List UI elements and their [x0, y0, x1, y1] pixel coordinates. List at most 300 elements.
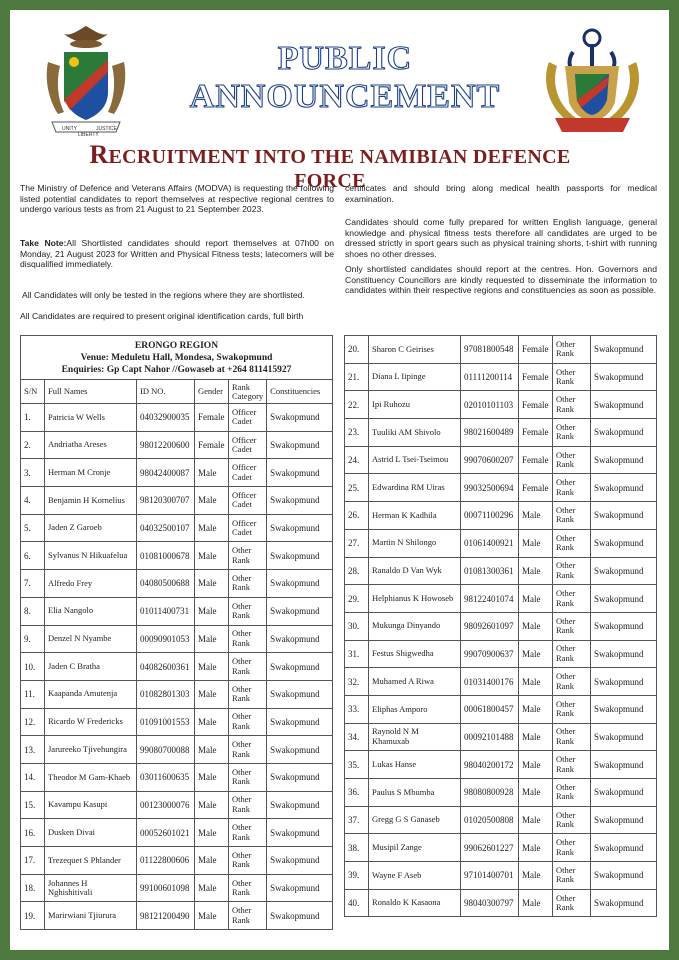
table-cell: Patricia W Wells [45, 404, 137, 432]
table-row [345, 585, 657, 613]
table-cell: Diana L Iipinge [369, 363, 461, 391]
table-row [21, 874, 333, 902]
table-cell: 03011600635 [137, 763, 195, 791]
table-row [21, 902, 333, 930]
table-cell: Eliphas Amporo [369, 695, 461, 723]
table-row [21, 404, 333, 432]
table-cell: 27. [345, 529, 369, 557]
table-row [21, 680, 333, 708]
table-row [345, 363, 657, 391]
table-row [345, 668, 657, 696]
table-cell: Swakopmund [267, 542, 333, 570]
table-row [345, 612, 657, 640]
table-cell: Swakopmund [267, 625, 333, 653]
table-cell: Male [519, 834, 553, 862]
table-cell: 9. [21, 625, 45, 653]
table-row [21, 597, 333, 625]
table-cell: Jaden C Bratha [45, 653, 137, 681]
table-row [345, 391, 657, 419]
table-cell: 98092601097 [461, 612, 519, 640]
table-cell: 98040300797 [461, 889, 519, 917]
table-cell: Male [519, 640, 553, 668]
table-cell: Other Rank [553, 640, 591, 668]
table-cell: Swakopmund [267, 763, 333, 791]
region-enquiries: Enquiries: Gp Capt Nahor //Gowaseb at +264 811415927 [61, 364, 292, 375]
intro-paragraph-4: All Candidates are required to present original identification cards, full birth [20, 311, 304, 321]
table-row [345, 834, 657, 862]
table-cell: Mukunga Dinyando [369, 612, 461, 640]
table-cell: Male [195, 597, 229, 625]
table-row [345, 779, 657, 807]
table-cell: Other Rank [553, 695, 591, 723]
table-cell: Ranaldo D Van Wyk [369, 557, 461, 585]
table-cell: Other Rank [553, 889, 591, 917]
table-cell: Other Rank [553, 336, 591, 364]
column-header: ID NO. [137, 380, 195, 404]
column-header: Constituencies [267, 380, 333, 404]
table-cell: 00092101488 [461, 723, 519, 751]
table-cell: Other Rank [229, 736, 267, 764]
table-cell: 01091001553 [137, 708, 195, 736]
region-header [21, 336, 333, 380]
table-cell: Swakopmund [267, 514, 333, 542]
table-cell: Swakopmund [591, 723, 657, 751]
defence-force-emblem-icon [535, 22, 650, 140]
take-note-text: All Shortlisted candidates should report themselves at 07h00 on Monday, 21 August 2023 for Written and Physical Fitness tests; latecomers will be disqualified immediately. [20, 238, 335, 270]
table-cell: Swakopmund [267, 902, 333, 930]
table-cell: 38. [345, 834, 369, 862]
table-cell: Male [519, 585, 553, 613]
table-cell: 00052601021 [137, 819, 195, 847]
table-cell: 30. [345, 612, 369, 640]
table-cell: 01061400921 [461, 529, 519, 557]
table-row [21, 431, 333, 459]
column-header: S/N [21, 380, 45, 404]
page-title: PUBLIC ANNOUNCEMENT [189, 40, 501, 115]
table-cell: Sharon C Geirises [369, 336, 461, 364]
table-cell: Swakopmund [591, 889, 657, 917]
table-cell: 17. [21, 847, 45, 875]
table-cell: Gregg G S Ganaseb [369, 806, 461, 834]
table-cell: Muhamed A Riwa [369, 668, 461, 696]
table-row [21, 459, 333, 487]
table-row [21, 736, 333, 764]
table-cell: Other Rank [553, 612, 591, 640]
table-cell: Swakopmund [267, 847, 333, 875]
table-cell: Other Rank [553, 502, 591, 530]
table-row [345, 723, 657, 751]
table-row [21, 708, 333, 736]
subtitle-first-letter: R [89, 140, 109, 169]
table-cell: 2. [21, 431, 45, 459]
take-note-paragraph [20, 238, 334, 270]
table-cell: 26. [345, 502, 369, 530]
table-cell: Other Rank [553, 557, 591, 585]
table-cell: Swakopmund [267, 708, 333, 736]
table-cell: 01111200114 [461, 363, 519, 391]
table-cell: Male [519, 779, 553, 807]
intro-paragraph-1: The Ministry of Defence and Veterans Affairs (MODVA) is requesting the following listed potential candidates to report themselves at respective regional centres to undergo various tests as from 21 August to 21 September 2023. [20, 183, 334, 215]
table-cell: Swakopmund [591, 446, 657, 474]
table-cell: 02010101103 [461, 391, 519, 419]
table-cell: 01082801303 [137, 680, 195, 708]
table-cell: Male [195, 763, 229, 791]
table-cell: Swakopmund [591, 668, 657, 696]
table-cell: Male [195, 791, 229, 819]
table-cell: 99032500694 [461, 474, 519, 502]
table-cell: 19. [21, 902, 45, 930]
region-venue: Venue: Meduletu Hall, Mondesa, Swakopmund [80, 352, 273, 363]
table-cell: 34. [345, 723, 369, 751]
table-cell: Male [519, 557, 553, 585]
table-cell: Other Rank [229, 542, 267, 570]
table-cell: Swakopmund [591, 585, 657, 613]
table-row [21, 791, 333, 819]
table-cell: Swakopmund [591, 336, 657, 364]
table-cell: Male [195, 874, 229, 902]
table-cell: 10. [21, 653, 45, 681]
table-row [21, 570, 333, 598]
table-row [21, 653, 333, 681]
table-cell: 01011400731 [137, 597, 195, 625]
table-row [345, 889, 657, 917]
table-cell: 20. [345, 336, 369, 364]
table-cell: Female [195, 404, 229, 432]
table-cell: Other Rank [229, 847, 267, 875]
table-cell: 98120300707 [137, 487, 195, 515]
table-cell: 6. [21, 542, 45, 570]
table-cell: Male [519, 889, 553, 917]
table-cell: Other Rank [553, 474, 591, 502]
table-cell: 23. [345, 419, 369, 447]
table-cell: Swakopmund [591, 502, 657, 530]
table-cell: Swakopmund [591, 695, 657, 723]
table-cell: Female [519, 336, 553, 364]
table-row [21, 847, 333, 875]
table-cell: Male [519, 723, 553, 751]
column-header: Full Names [45, 380, 137, 404]
table-cell: Helphianus K Howoseb [369, 585, 461, 613]
table-cell: Swakopmund [267, 487, 333, 515]
table-cell: Ipi Ruhozu [369, 391, 461, 419]
table-cell: Other Rank [229, 763, 267, 791]
table-cell: 11. [21, 680, 45, 708]
table-cell: 00090901053 [137, 625, 195, 653]
table-row [345, 806, 657, 834]
table-cell: 99070900637 [461, 640, 519, 668]
table-cell: 25. [345, 474, 369, 502]
table-row [345, 446, 657, 474]
table-cell: 4. [21, 487, 45, 515]
table-cell: Swakopmund [267, 597, 333, 625]
table-cell: Paulus S Mbumba [369, 779, 461, 807]
table-cell: 00061800457 [461, 695, 519, 723]
table-cell: Female [519, 446, 553, 474]
table-cell: Jaden Z Garoeb [45, 514, 137, 542]
table-cell: Other Rank [553, 419, 591, 447]
table-cell: Swakopmund [591, 419, 657, 447]
table-cell: Astrid L Tsei-Tseimou [369, 446, 461, 474]
table-cell: Swakopmund [267, 431, 333, 459]
column-header-row [21, 380, 333, 404]
table-cell: Other Rank [229, 597, 267, 625]
table-cell: 32. [345, 668, 369, 696]
table-cell: 98012200600 [137, 431, 195, 459]
table-cell: Other Rank [553, 391, 591, 419]
table-cell: Female [195, 431, 229, 459]
table-cell: Male [195, 680, 229, 708]
table-row [21, 542, 333, 570]
table-cell: Female [519, 474, 553, 502]
table-cell: Other Rank [553, 585, 591, 613]
table-row [345, 419, 657, 447]
table-cell: Swakopmund [591, 834, 657, 862]
table-cell: Swakopmund [591, 862, 657, 890]
table-cell: Swakopmund [591, 474, 657, 502]
table-cell: Swakopmund [591, 363, 657, 391]
table-cell: 99070600207 [461, 446, 519, 474]
table-cell: Swakopmund [267, 570, 333, 598]
table-cell: Denzel N Nyambe [45, 625, 137, 653]
table-cell: Swakopmund [267, 653, 333, 681]
table-cell: Swakopmund [591, 557, 657, 585]
table-cell: Male [195, 708, 229, 736]
table-cell: Other Rank [553, 779, 591, 807]
take-note-label: Take Note: [20, 238, 67, 248]
table-cell: Swakopmund [591, 391, 657, 419]
table-cell: 99100601098 [137, 874, 195, 902]
table-cell: 04032900035 [137, 404, 195, 432]
table-cell: Male [195, 487, 229, 515]
table-cell: Other Rank [229, 570, 267, 598]
table-cell: Swakopmund [591, 806, 657, 834]
table-cell: Other Rank [229, 874, 267, 902]
table-cell: Other Rank [229, 625, 267, 653]
intro-paragraph-7: Only shortlisted candidates should report at the centres. Hon. Governors and Constituency Councillors are kindly requested to disseminate the information to candidates within their respective regions and constituencies as soon as possible. [345, 264, 657, 296]
table-row [345, 336, 657, 364]
table-cell: 04032500107 [137, 514, 195, 542]
table-cell: 13. [21, 736, 45, 764]
table-cell: Male [195, 736, 229, 764]
table-cell: Festus Shigwedha [369, 640, 461, 668]
table-cell: 99062601227 [461, 834, 519, 862]
table-cell: Theodor M Gam-Khaeb [45, 763, 137, 791]
table-cell: 33. [345, 695, 369, 723]
table-cell: Male [195, 625, 229, 653]
table-cell: Male [195, 542, 229, 570]
table-cell: Other Rank [229, 791, 267, 819]
table-cell: 98042400087 [137, 459, 195, 487]
table-cell: 8. [21, 597, 45, 625]
table-cell: 39. [345, 862, 369, 890]
table-cell: 98080800928 [461, 779, 519, 807]
table-cell: 01081300361 [461, 557, 519, 585]
subtitle-text: ECRUITMENT INTO THE NAMIBIAN DEFENCE FORCE [108, 146, 571, 192]
motto-text: LIBERTY [78, 132, 99, 137]
table-cell: Swakopmund [267, 874, 333, 902]
candidates-table-left [20, 335, 333, 930]
table-cell: Other Rank [553, 834, 591, 862]
table-cell: Raynold N M Khamuxab [369, 723, 461, 751]
table-row [345, 474, 657, 502]
table-cell: Officer Cadet [229, 431, 267, 459]
table-row [345, 502, 657, 530]
table-cell: Andriatha Areses [45, 431, 137, 459]
table-cell: Musipil Zange [369, 834, 461, 862]
table-cell: 24. [345, 446, 369, 474]
motto-text: UNITY [62, 126, 77, 132]
table-cell: Other Rank [553, 723, 591, 751]
table-cell: Ronaldo K Kasaona [369, 889, 461, 917]
table-cell: Other Rank [229, 902, 267, 930]
coat-of-arms-icon [30, 22, 142, 137]
table-cell: Male [519, 751, 553, 779]
table-cell: Male [519, 529, 553, 557]
table-cell: Male [519, 806, 553, 834]
table-row [345, 751, 657, 779]
table-cell: Swakopmund [591, 529, 657, 557]
table-cell: Other Rank [229, 680, 267, 708]
table-cell: 1. [21, 404, 45, 432]
table-cell: 97081800548 [461, 336, 519, 364]
table-cell: 98122401074 [461, 585, 519, 613]
table-cell: Wayne F Aseb [369, 862, 461, 890]
table-cell: Trezequet S Phlander [45, 847, 137, 875]
table-cell: Lukas Hanse [369, 751, 461, 779]
table-row [345, 529, 657, 557]
table-cell: Female [519, 363, 553, 391]
table-cell: Benjamin H Kornelius [45, 487, 137, 515]
candidates-table-right [344, 335, 657, 917]
table-cell: Male [519, 862, 553, 890]
intro-paragraph-3: All Candidates will only be tested in the regions where they are shortlisted. [22, 290, 305, 300]
table-cell: 04082600361 [137, 653, 195, 681]
table-cell: 35. [345, 751, 369, 779]
table-cell: Marirwiani Tjiurura [45, 902, 137, 930]
table-cell: Other Rank [553, 668, 591, 696]
table-row [21, 625, 333, 653]
table-cell: 97101400701 [461, 862, 519, 890]
table-cell: Dusken Divai [45, 819, 137, 847]
table-cell: Kavampu Kasupi [45, 791, 137, 819]
table-cell: Tuuliki AM Shivolo [369, 419, 461, 447]
table-cell: Other Rank [229, 708, 267, 736]
table-cell: Herman K Kadhila [369, 502, 461, 530]
table-row [21, 763, 333, 791]
table-cell: Swakopmund [267, 819, 333, 847]
table-cell: Female [519, 391, 553, 419]
table-cell: Officer Cadet [229, 487, 267, 515]
table-cell: Male [519, 612, 553, 640]
table-row [345, 695, 657, 723]
table-cell: 00071100296 [461, 502, 519, 530]
table-cell: Other Rank [229, 819, 267, 847]
table-cell: 00123000076 [137, 791, 195, 819]
table-cell: 18. [21, 874, 45, 902]
column-header: Gender [195, 380, 229, 404]
table-cell: Swakopmund [591, 640, 657, 668]
table-row [21, 487, 333, 515]
table-row [345, 557, 657, 585]
table-cell: Other Rank [553, 446, 591, 474]
table-cell: Male [195, 570, 229, 598]
table-cell: Johannes H Nghishitivali [45, 874, 137, 902]
table-cell: Other Rank [553, 363, 591, 391]
table-cell: Male [195, 847, 229, 875]
table-cell: Alfredo Frey [45, 570, 137, 598]
table-cell: 98121200490 [137, 902, 195, 930]
region-name: ERONGO REGION [134, 340, 219, 351]
table-cell: Other Rank [553, 862, 591, 890]
table-cell: Sylvanus N Hikuafeluа [45, 542, 137, 570]
table-row [21, 514, 333, 542]
table-cell: Swakopmund [267, 404, 333, 432]
table-cell: 15. [21, 791, 45, 819]
table-cell: 01020500808 [461, 806, 519, 834]
table-cell: Officer Cadet [229, 514, 267, 542]
table-cell: 98021600489 [461, 419, 519, 447]
table-cell: Male [195, 902, 229, 930]
table-cell: 3. [21, 459, 45, 487]
table-row [21, 819, 333, 847]
table-cell: 21. [345, 363, 369, 391]
motto-text: JUSTICE [96, 126, 117, 132]
table-cell: Swakopmund [591, 612, 657, 640]
table-cell: Ricardo W Fredericks [45, 708, 137, 736]
table-cell: Swakopmund [591, 779, 657, 807]
table-cell: Swakopmund [267, 680, 333, 708]
table-cell: Martin N Shilongo [369, 529, 461, 557]
table-cell: 99080700088 [137, 736, 195, 764]
table-cell: Swakopmund [267, 459, 333, 487]
table-cell: Male [519, 502, 553, 530]
table-cell: 16. [21, 819, 45, 847]
table-cell: Male [519, 668, 553, 696]
table-cell: 5. [21, 514, 45, 542]
table-cell: Jarureeko Tjivehungira [45, 736, 137, 764]
table-cell: Swakopmund [591, 751, 657, 779]
table-cell: Male [519, 695, 553, 723]
table-cell: 01081000678 [137, 542, 195, 570]
table-cell: Male [195, 819, 229, 847]
table-cell: 01122800606 [137, 847, 195, 875]
table-cell: 36. [345, 779, 369, 807]
table-cell: Female [519, 419, 553, 447]
table-cell: Male [195, 459, 229, 487]
table-cell: 14. [21, 763, 45, 791]
table-cell: 37. [345, 806, 369, 834]
table-cell: Other Rank [553, 806, 591, 834]
table-cell: Kaapanda Amutenja [45, 680, 137, 708]
table-cell: 22. [345, 391, 369, 419]
table-cell: 31. [345, 640, 369, 668]
table-cell: Elia Nangolo [45, 597, 137, 625]
table-cell: Other Rank [553, 751, 591, 779]
table-cell: Officer Cadet [229, 459, 267, 487]
table-row [345, 640, 657, 668]
table-cell: 98040200172 [461, 751, 519, 779]
table-cell: 40. [345, 889, 369, 917]
table-cell: 04080500688 [137, 570, 195, 598]
table-cell: Swakopmund [267, 736, 333, 764]
intro-paragraph-6: Candidates should come fully prepared for written English language, general knowledge and physical fitness tests therefore all candidates are urged to be dressed strictly in sport gears such as physical training shorts, t-shirt with running shoes no other dresses. [345, 217, 657, 259]
table-cell: Male [195, 653, 229, 681]
table-cell: 7. [21, 570, 45, 598]
table-cell: 01031400176 [461, 668, 519, 696]
column-header: Rank Category [229, 380, 267, 404]
table-cell: 28. [345, 557, 369, 585]
table-row [345, 862, 657, 890]
